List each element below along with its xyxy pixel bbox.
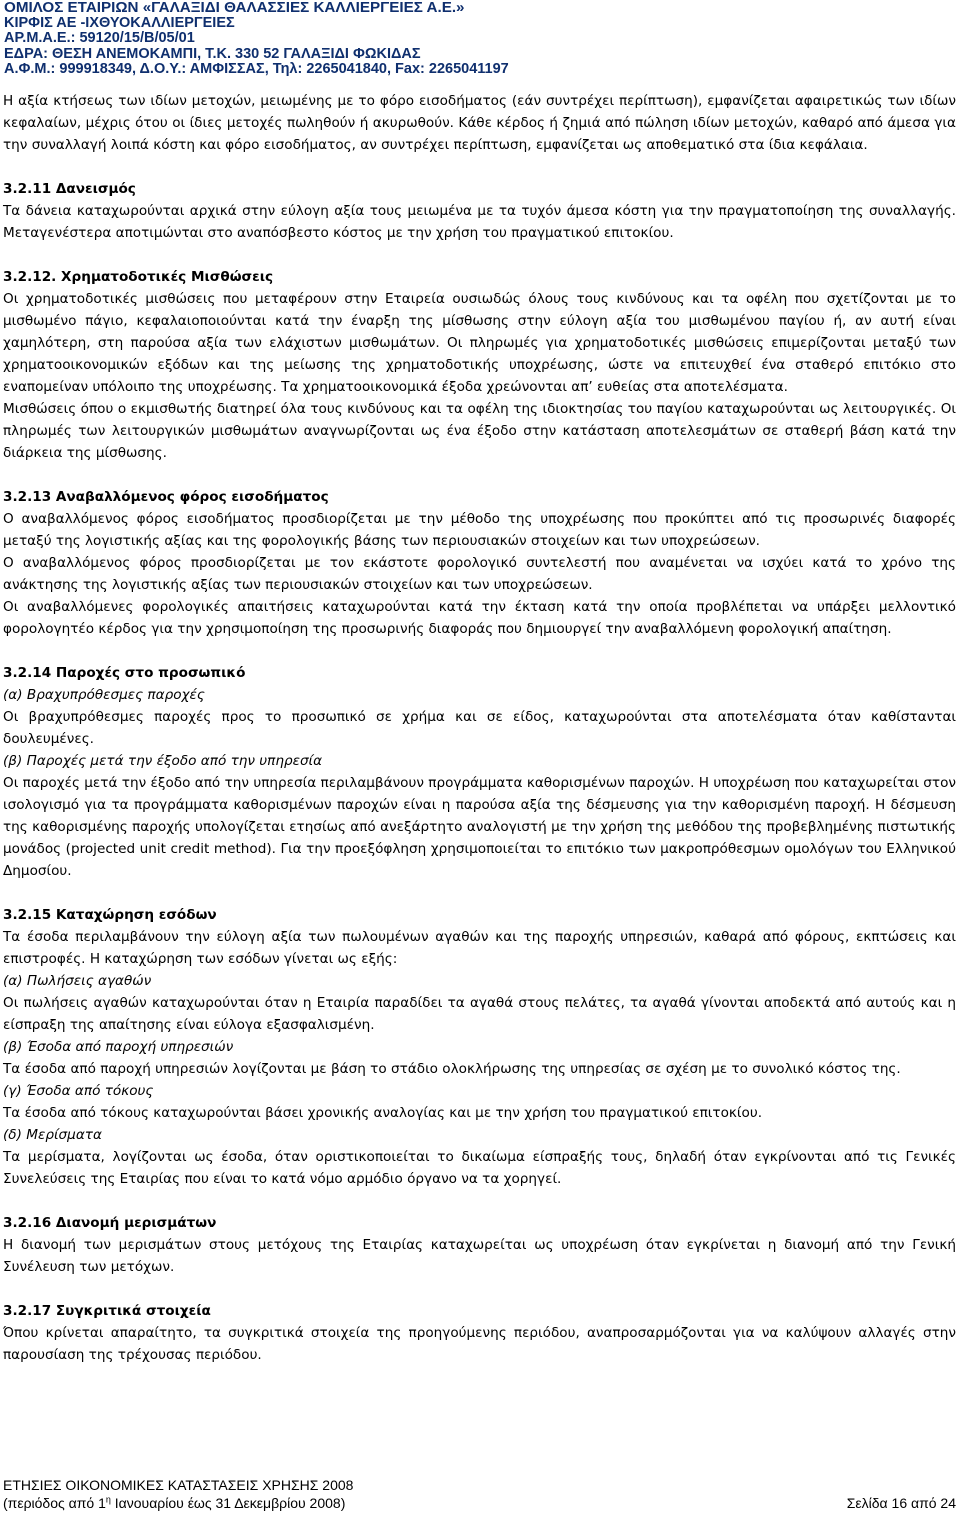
subheading-dividends: (δ) Μερίσματα	[3, 1127, 102, 1143]
section-heading-comparatives: 3.2.17 Συγκριτικά στοιχεία	[3, 1303, 211, 1319]
subheading-sale-of-goods: (α) Πωλήσεις αγαθών	[3, 973, 152, 989]
dividends-paragraph: Τα μερίσματα, λογίζονται ως έσοδα, όταν οριστικοποιείται το δικαίωμα είσπραξής τους, δηλαδή όταν εγκρίνονται από τις Γενικές Συνελεύσεις της Εταιρίας που είναι το κατά νόμο αρμόδιο όργανο να τα χορηγεί.	[3, 1149, 956, 1187]
deferred-tax-paragraph-1: Ο αναβαλλόμενος φόρος εισοδήματος προσδιορίζεται με την μέθοδο της υποχρέωσης που προκύπτει από τις προσωρινές διαφορές μεταξύ της λογιστικής αξίας και της φορολογικής βάσης των περιουσιακών στοιχείων και των υποχρεώσεων.	[3, 511, 956, 549]
subheading-short-term-benefits: (α) Βραχυπρόθεσμες παροχές	[3, 687, 205, 703]
revenue-recognition-paragraph: Τα έσοδα περιλαμβάνουν την εύλογη αξία των πωλουμένων αγαθών και της παροχής υπηρεσιών, καθαρά από φόρους, εκπτώσεις και επιστροφές. Η καταχώρηση των εσόδων γίνεται ως εξής:	[3, 929, 956, 967]
dividend-distribution-paragraph: Η διανομή των μερισμάτων στους μετόχους της Εταιρίας καταχωρείται ως υποχρέωση όταν εγκρίνεται η διανομή από την Γενική Συνέλευση των μετόχων.	[3, 1237, 956, 1275]
header-company-name: ΚΙΡΦΙΣ ΑΕ -ΙΧΘΥΟΚΑΛΛΙΕΡΓΕΙΕΣ	[4, 14, 235, 31]
interest-income-paragraph: Τα έσοδα από τόκους καταχωρούνται βάσει χρονικής αναλογίας και με την χρήση του πραγματικού επιτοκίου.	[3, 1105, 763, 1121]
page-footer	[3, 1476, 956, 1512]
borrowing-paragraph: Τα δάνεια καταχωρούνται αρχικά στην εύλογη αξία τους μειωμένα με τα τυχόν άμεσα κόστη για την πραγματοποίηση της συναλλαγής. Μεταγενέστερα αποτιμώνται στο αναπόσβεστο κόστος με την χρήση του πραγματικού επιτοκίου.	[3, 203, 956, 241]
subheading-post-employment-benefits: (β) Παροχές μετά την έξοδο από την υπηρεσία	[3, 753, 323, 769]
section-heading-dividend-distribution: 3.2.16 Διανομή μερισμάτων	[3, 1215, 217, 1231]
footer-period: (περιόδος από $1^\eta$ Ιανουαρίου έως 31 Δεκεμβρίου 2008)	[3, 1494, 346, 1511]
finance-leases-paragraph: Οι χρηματοδοτικές μισθώσεις που μεταφέρουν στην Εταιρεία ουσιωδώς όλους τους κινδύνους και τα οφέλη που σχετίζονται με το μισθωμένο πάγιο, κεφαλαιοποιούνται κατά την έναρξη της μίσθωσης στην εύλογη αξία του μισθωμένου παγίου ή, αν αυτή είναι χαμηλότερη, στη παρούσα αξία των ελάχιστων μισθωμάτων. Οι πληρωμές για χρηματοδοτικές μισθώσεις επιμερίζονται μεταξύ των χρηματοοικονομικών εξόδων και της μείωσης της χρηματοδοτικής υποχρέωσης, ώστε να επιτευχθεί ένα σταθερό επιτόκιο στο εναπομείναν υπόλοιπο της υποχρέωσης. Τα χρηματοοικονομικά έξοδα χρεώνονται απ’ ευθείας στα αποτελέσματα.	[3, 291, 956, 395]
section-heading-revenue-recognition: 3.2.15 Καταχώρηση εσόδων	[3, 907, 217, 923]
company-header	[4, 0, 956, 78]
operating-leases-paragraph: Μισθώσεις όπου ο εκμισθωτής διατηρεί όλα τους κινδύνους και τα οφέλη της ιδιοκτησίας του παγίου καταχωρούνται ως λειτουργικές. Οι πληρωμές των λειτουργικών μισθωμάτων αναγνωρίζονται ως ένα έξοδο στην κατάσταση αποτελεσμάτων σε σταθερή βάση κατά την διάρκεια της μίσθωσης.	[3, 401, 956, 461]
footer-page-number: Σελίδα 16 από 24	[846, 1495, 956, 1511]
header-tax-contact: Α.Φ.Μ.: 999918349, Δ.Ο.Υ.: ΑΜΦΙΣΣΑΣ, Τηλ: 2265041840, Fax: 2265041197	[4, 61, 509, 78]
header-group-name: ΟΜΙΛΟΣ ΕΤΑΙΡΙΩΝ «ΓΑΛΑΞΙΔΙ ΘΑΛΑΣΣΙΕΣ ΚΑΛΛΙΕΡΓΕΙΕΣ Α.Ε.»	[4, 0, 465, 16]
intro-paragraph: Η αξία κτήσεως των ιδίων μετοχών, μειωμένης με το φόρο εισοδήματος (εάν συντρέχει περίπτωση), εμφανίζεται αφαιρετικώς των ιδίων κεφαλαίων, μέχρις ότου οι ίδιες μετοχές πωληθούν ή ακυρωθούν. Κάθε κέρδος ή ζημιά από πώληση ιδίων μετοχών, καθαρό από άμεσα για την συναλλαγή λοιπά κόστη και φόρο εισοδήματος, αν συντρέχει περίπτωση, εμφανίζεται ως αποθεματικό στα ίδια κεφάλαια.	[3, 93, 956, 153]
section-heading-finance-leases: 3.2.12. Χρηματοδοτικές Μισθώσεις	[3, 269, 274, 285]
section-heading-deferred-tax: 3.2.13 Αναβαλλόμενος φόρος εισοδήματος	[3, 489, 329, 505]
sale-of-goods-paragraph: Οι πωλήσεις αγαθών καταχωρούνται όταν η Εταιρία παραδίδει τα αγαθά στους πελάτες, τα αγαθά γίνονται αποδεκτά από αυτούς και η είσπραξη της απαίτησης είναι εύλογα εξασφαλισμένη.	[3, 995, 956, 1033]
subheading-services-revenue: (β) Έσοδα από παροχή υπηρεσιών	[3, 1039, 234, 1055]
header-address: ΕΔΡΑ: ΘΕΣΗ ΑΝΕΜΟΚΑΜΠΙ, Τ.Κ. 330 52 ΓΑΛΑΞΙΔΙ ΦΩΚΙΔΑΣ	[4, 45, 421, 62]
section-heading-borrowing: 3.2.11 Δανεισμός	[3, 181, 136, 197]
deferred-tax-paragraph-2: Ο αναβαλλόμενος φόρος προσδιορίζεται με τον εκάστοτε φορολογικό συντελεστή που αναμένεται να ισχύει κατά το χρόνο της ανάκτησης της λογιστικής αξίας των περιουσιακών στοιχείων και των υποχρεώσεων.	[3, 555, 956, 593]
services-revenue-paragraph: Τα έσοδα από παροχή υπηρεσιών λογίζονται με βάση το στάδιο ολοκλήρωσης της υπηρεσίας σε σχέση με το συνολικό κόστος της.	[3, 1061, 901, 1077]
header-registry-number: ΑΡ.Μ.Α.Ε.: 59120/15/Β/05/01	[4, 30, 195, 47]
subheading-interest-income: (γ) Έσοδα από τόκους	[3, 1083, 154, 1099]
deferred-tax-paragraph-3: Οι αναβαλλόμενες φορολογικές απαιτήσεις καταχωρούνται κατά την έκταση κατά την οποία προβλέπεται να υπάρξει μελλοντικό φορολογητέο κέρδος για την χρησιμοποίηση της προσωρινής διαφοράς που δημιουργεί την αναβαλλόμενη φορολογική απαίτηση.	[3, 599, 956, 637]
comparatives-paragraph: Όπου κρίνεται απαραίτητο, τα συγκριτικά στοιχεία της προηγούμενης περιόδου, αναπροσαρμόζονται για να καλύψουν αλλαγές στην παρουσίαση της τρέχουσας περιόδου.	[3, 1325, 956, 1363]
post-employment-benefits-paragraph: Οι παροχές μετά την έξοδο από την υπηρεσία περιλαμβάνουν προγράμματα καθορισμένων παροχών. Η υποχρέωση που καταχωρείται στον ισολογισμό για τα προγράμματα καθορισμένων παροχών είναι η παρούσα αξία της δέσμευσης για την καθορισμένη παροχή. Η δέσμευση της καθορισμένης παροχής υπολογίζεται ετησίως από ανεξάρτητο αναλογιστή με την χρήση της μεθόδου της προβεβλημένης πιστωτικής μονάδος (projected unit credit method). Για την προεξόφληση χρησιμοποιείται το επιτόκιο των μακροπρόθεσμων ομολόγων του Ελληνικού Δημοσίου.	[3, 775, 956, 879]
short-term-benefits-paragraph: Οι βραχυπρόθεσμες παροχές προς το προσωπικό σε χρήμα και σε είδος, καταχωρούνται στα αποτελέσματα όταν καθίστανται δουλευμένες.	[3, 709, 956, 747]
document-body	[3, 90, 956, 1366]
section-heading-employee-benefits: 3.2.14 Παροχές στο προσωπικό	[3, 665, 246, 681]
footer-report-title: ΕΤΗΣΙΕΣ ΟΙΚΟΝΟΜΙΚΕΣ ΚΑΤΑΣΤΑΣΕΙΣ ΧΡΗΣΗΣ 2008	[3, 1477, 354, 1493]
